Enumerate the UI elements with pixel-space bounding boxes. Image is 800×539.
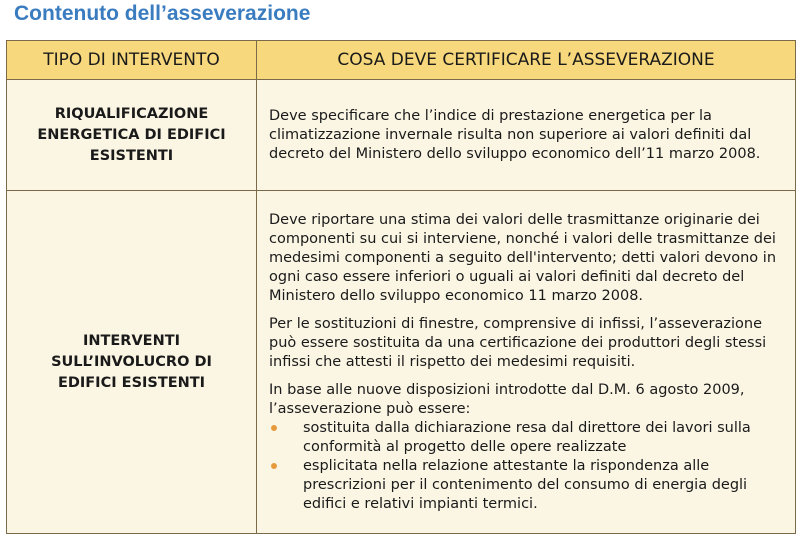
row-type-label: INTERVENTI SULL’INVOLUCRO DI EDIFICI ESISTENTI — [51, 332, 212, 391]
row-type-involucro — [7, 191, 257, 534]
bullet-dot-icon — [271, 425, 277, 431]
list-item-text: sostituita dalla dichiarazione resa dal direttore dei lavori sulla conformità al progetto delle opere realizzate — [303, 419, 751, 455]
header-tipo-intervento: TIPO DI INTERVENTO — [7, 41, 257, 80]
cert-paragraph-with-list — [269, 381, 787, 514]
list-item — [269, 457, 787, 514]
cert-paragraph: Deve riportare una stima dei valori delle trasmittanze originarie dei componenti su cui si interviene, nonché i valori delle trasmittanze dei medesimi componenti a seguito dell'intervento; detti valori devono in ogni caso essere inferiori o uguali ai valori definiti dal decreto del Ministero dello sviluppo economico 11 marzo 2008. — [269, 211, 777, 304]
row-cert-riqualificazione — [257, 80, 796, 191]
cert-paragraph: In base alle nuove disposizioni introdotte dal D.M. 6 agosto 2009, l’asseverazione può essere: — [269, 381, 745, 417]
cert-bullet-list — [269, 419, 787, 514]
header-cosa-certificare: COSA DEVE CERTIFICARE L’ASSEVERAZIONE — [257, 41, 796, 80]
row-cert-involucro — [257, 191, 796, 534]
page-title: Contenuto dell’asseverazione — [14, 2, 311, 25]
bullet-dot-icon — [271, 463, 277, 469]
row-type-riqualificazione — [7, 80, 257, 191]
cert-paragraph: Deve specificare che l’indice di prestazione energetica per la climatizzazione invernale risulta non superiore ai valori definiti dal decreto del Ministero dello sviluppo economico dell’11 marzo 2008. — [269, 107, 761, 162]
row-type-label: RIQUALIFICAZIONE ENERGETICA DI EDIFICI ESISTENTI — [37, 105, 226, 164]
list-item-text: esplicitata nella relazione attestante la rispondenza alle prescrizioni per il contenimento del consumo di energia degli edifici e relativi impianti termici. — [303, 457, 748, 512]
asseverazione-table — [6, 40, 796, 534]
table-row — [7, 80, 796, 191]
table-header-row — [7, 41, 796, 80]
list-item — [269, 419, 787, 457]
cert-paragraph: Per le sostituzioni di finestre, comprensive di infissi, l’asseverazione può essere sostituita da una certificazione dei produttori degli stessi infissi che attesti il rispetto dei medesimi requisiti. — [269, 315, 767, 370]
table-row — [7, 191, 796, 534]
